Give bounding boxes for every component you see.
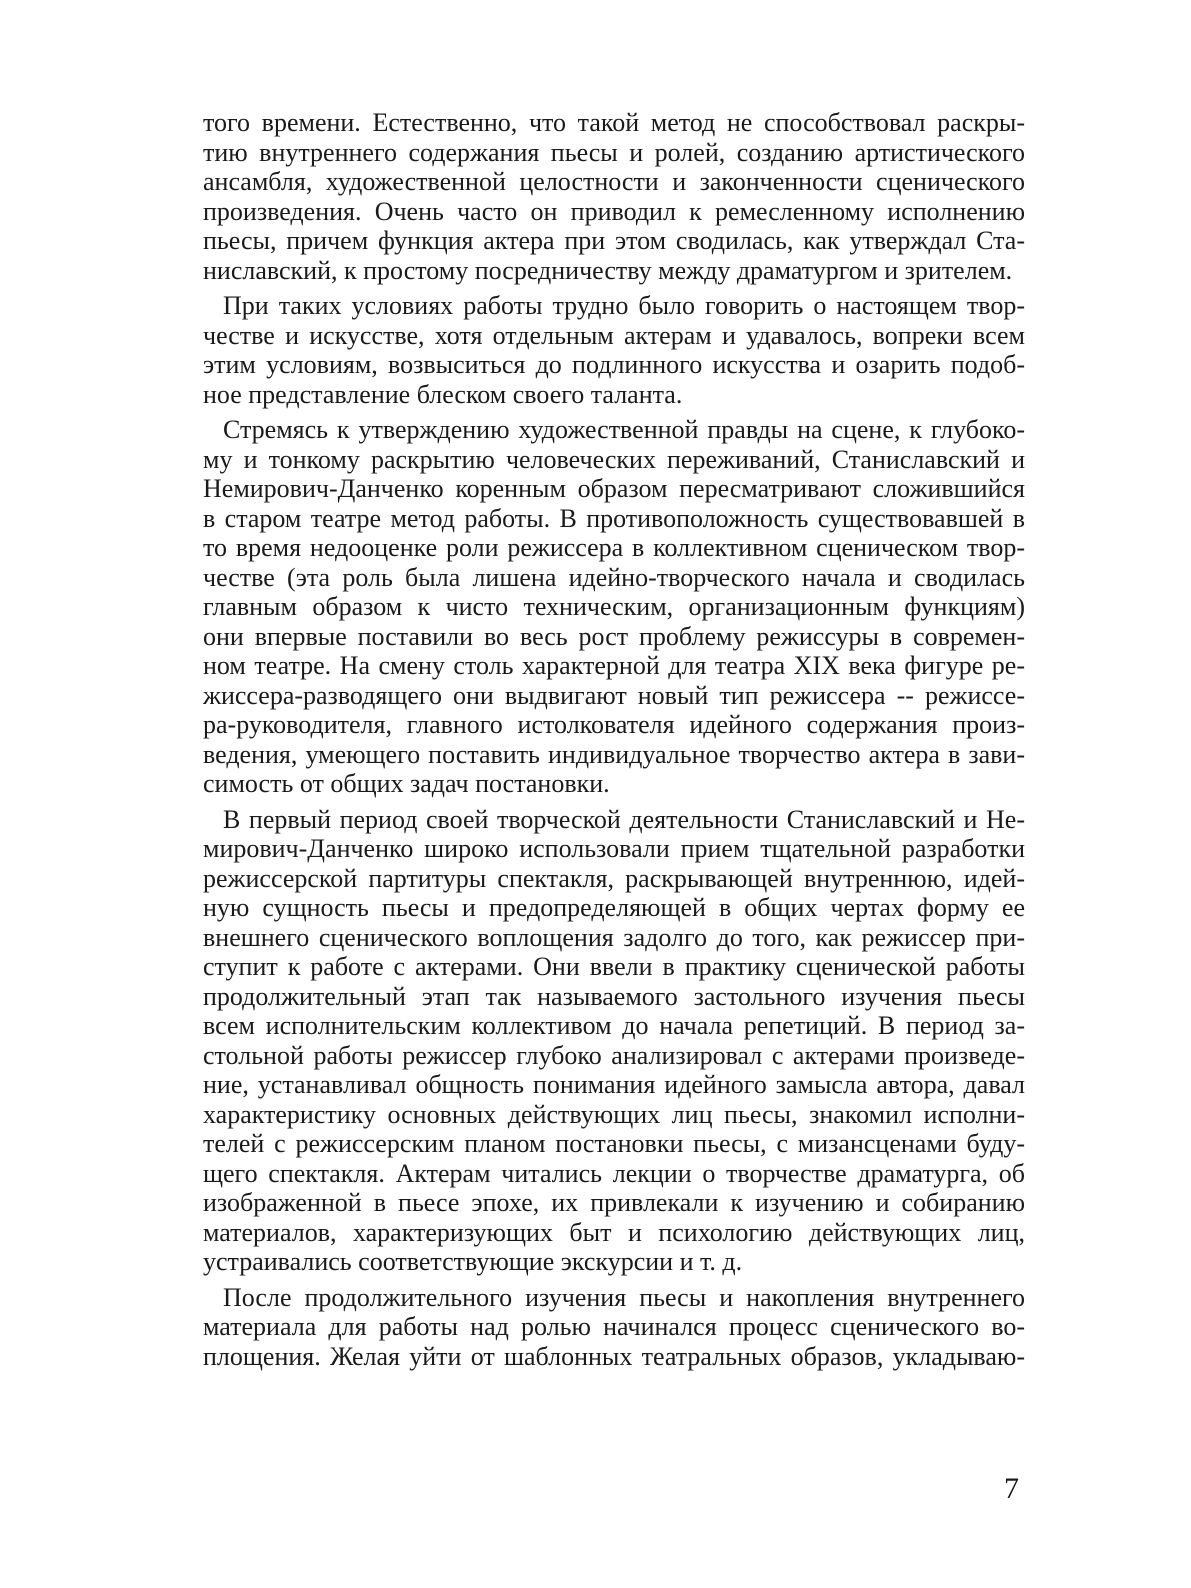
text-line: материалов, характеризующих быт и психологию действующих лиц, <box>203 1217 1025 1247</box>
text-line: всем исполнительским коллективом до начала репетиций. В период за- <box>203 1011 1025 1040</box>
text-line: пьесы, причем функция актера при этом сводилась, как утверждал Ста- <box>203 226 1025 255</box>
text-line: этим условиям, возвыситься до подлинного искусства и озарить подоб- <box>203 350 1025 379</box>
paragraph <box>203 1283 1025 1372</box>
text-line: главным образом к чисто техническим, организационным функциям) <box>203 592 1025 621</box>
text-line: жиссера-разводящего они выдвигают новый тип режиссера -- режиссе- <box>203 680 1025 710</box>
text-line: При таких условиях работы трудно было говорить о настоящем твор- <box>223 291 1025 320</box>
text-line: му и тонкому раскрытию человеческих переживаний, Станиславский и <box>203 444 1025 474</box>
paragraph <box>203 805 1025 1277</box>
text-line: щего спектакля. Актерам читались лекции о творчестве драматурга, об <box>203 1158 1025 1188</box>
text-line: Немирович-Данченко коренным образом пересматривают сложившийся <box>203 474 1025 503</box>
text-line: мирович-Данченко широко использовали прием тщательной разработки <box>203 834 1025 863</box>
text-line: режиссерской партитуры спектакля, раскрывающей внутреннюю, идей- <box>203 863 1025 893</box>
text-line: ниславский, к простому посредничеству между драматургом и зрителем. <box>203 255 1013 285</box>
text-line: честве и искусстве, хотя отдельным актерам и удавалось, вопреки всем <box>203 320 1025 350</box>
text-line: внешнего сценического воплощения задолго до того, как режиссер при- <box>203 922 1025 952</box>
paragraph <box>203 291 1025 409</box>
text-line: продолжительный этап так называемого застольного изучения пьесы <box>203 981 1025 1011</box>
text-line: ступит к работе с актерами. Они ввели в практику сценической работы <box>203 952 1025 981</box>
text-line: они впервые поставили во весь рост проблему режиссуры в современ- <box>203 621 1025 651</box>
text-line: честве (эта роль была лишена идейно-творческого начала и сводилась <box>203 562 1025 592</box>
page-number: 7 <box>1004 1472 1019 1505</box>
text-line: ра-руководителя, главного истолкователя идейного содержания произ- <box>203 710 1025 739</box>
paragraph <box>203 415 1025 799</box>
text-line: симость от общих задач постановки. <box>203 769 610 798</box>
text-line: Стремясь к утверждению художественной правды на сцене, к глубоко- <box>223 415 1025 444</box>
text-line: После продолжительного изучения пьесы и накопления внутреннего <box>223 1282 1025 1312</box>
text-line: в старом театре метод работы. В противоположность существовавшей в <box>203 503 1025 533</box>
text-line: площения. Желая уйти от шаблонных театральных образов, укладываю- <box>203 1341 1025 1371</box>
text-line: ансамбля, художественной целостности и законченности сценического <box>203 167 1025 196</box>
paragraph <box>203 108 1025 285</box>
text-line: изображенной в пьесе эпохе, их привлекали к изучению и собиранию <box>203 1188 1025 1217</box>
text-line: устраивались соответствующие экскурсии и т. д. <box>203 1247 743 1276</box>
text-line: ведения, умеющего поставить индивидуальное творчество актера в зави- <box>203 739 1025 769</box>
page-body <box>203 108 1025 1377</box>
text-line: то время недооценке роли режиссера в коллективном сценическом твор- <box>203 533 1025 562</box>
text-line: ную сущность пьесы и предопределяющей в общих чертах форму ее <box>203 893 1025 922</box>
text-line: тию внутреннего содержания пьесы и ролей, созданию артистического <box>203 137 1025 167</box>
text-line: ном театре. На смену столь характерной для театра XIX века фигуре ре- <box>203 651 1025 680</box>
text-line: телей с режиссерским планом постановки пьесы, с мизансценами буду- <box>203 1129 1025 1158</box>
text-line: характеристику основных действующих лиц пьесы, знакомил исполни- <box>203 1099 1025 1129</box>
text-line: произведения. Очень часто он приводил к ремесленному исполнению <box>203 196 1025 226</box>
text-line: того времени. Естественно, что такой метод не способствовал раскры- <box>203 108 1025 137</box>
text-line: стольной работы режиссер глубоко анализировал с актерами произведе- <box>203 1040 1025 1070</box>
text-line: ное представление блеском своего таланта. <box>203 379 683 409</box>
text-line: материала для работы над ролью начинался процесс сценического во- <box>203 1312 1025 1341</box>
text-line: В первый период своей творческой деятельности Станиславский и Не- <box>223 804 1025 834</box>
text-line: ние, устанавливал общность понимания идейного замысла автора, давал <box>203 1070 1025 1099</box>
